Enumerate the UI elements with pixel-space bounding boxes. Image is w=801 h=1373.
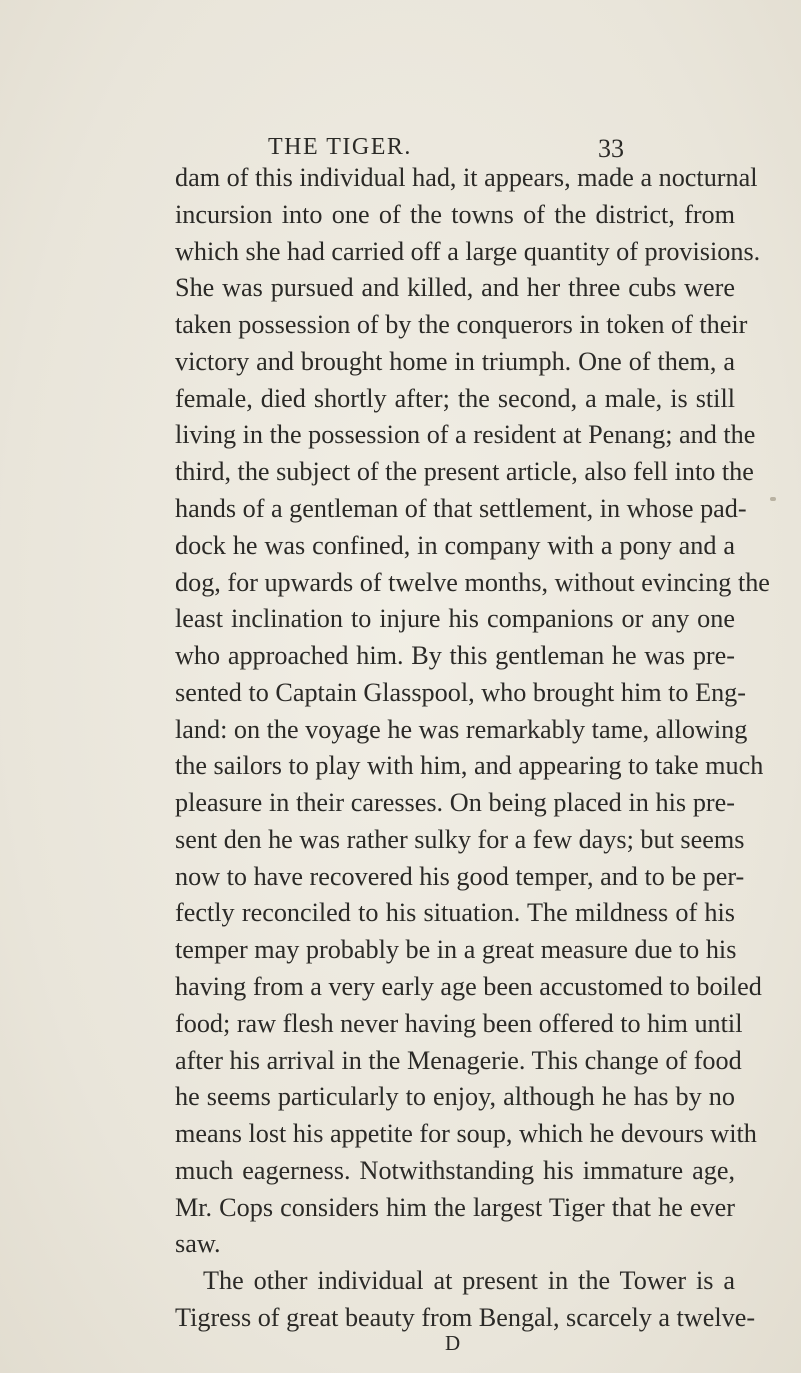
text-line: She was pursued and killed, and her three cubs were — [175, 273, 735, 302]
text-line: sented to Captain Glasspool, who brought him to Eng- — [175, 678, 746, 707]
text-line: dock he was confined, in company with a pony and a — [175, 531, 735, 560]
text-line: living in the possession of a resident at Penang; and the — [175, 420, 756, 449]
text-line: fectly reconciled to his situation. The mildness of his — [175, 898, 735, 927]
text-line: which she had carried off a large quantity of provisions. — [175, 237, 761, 266]
text-line: temper may probably be in a great measure due to his — [175, 935, 737, 964]
text-line: saw. — [175, 1229, 221, 1258]
text-line: after his arrival in the Menagerie. This change of food — [175, 1046, 742, 1075]
text-line: taken possession of by the conquerors in token of their — [175, 310, 748, 339]
page-number: 33 — [598, 134, 624, 163]
text-line: pleasure in their caresses. On being placed in his pre- — [175, 788, 735, 817]
text-line: dam of this individual had, it appears, made a nocturnal — [175, 163, 758, 192]
text-line: the sailors to play with him, and appearing to take much — [175, 751, 764, 780]
text-line: having from a very early age been accustomed to boiled — [175, 972, 762, 1001]
text-line: now to have recovered his good temper, and to be per- — [175, 862, 745, 891]
text-line: incursion into one of the towns of the district, from — [175, 200, 735, 229]
text-line: The other individual at present in the Tower is a — [203, 1266, 735, 1295]
text-line: third, the subject of the present article, also fell into the — [175, 457, 754, 486]
text-line: food; raw flesh never having been offered to him until — [175, 1009, 743, 1038]
text-line: dog, for upwards of twelve months, without evincing the — [175, 568, 770, 597]
text-line: he seems particularly to enjoy, although he has by no — [175, 1082, 735, 1111]
text-line: Mr. Cops considers him the largest Tiger that he ever — [175, 1193, 735, 1222]
text-line: Tigress of great beauty from Bengal, scarcely a twelve- — [175, 1303, 756, 1332]
margin-mark — [770, 497, 776, 501]
text-line: hands of a gentleman of that settlement, in whose pad- — [175, 494, 747, 523]
text-line: who approached him. By this gentleman he was pre- — [175, 641, 735, 670]
running-title: THE TIGER. — [268, 134, 412, 160]
text-line: female, died shortly after; the second, a male, is still — [175, 384, 735, 413]
text-line: victory and brought home in triumph. One of them, a — [175, 347, 735, 376]
text-line: least inclination to injure his companions or any one — [175, 604, 735, 633]
signature-mark: D — [445, 1331, 461, 1355]
text-line: sent den he was rather sulky for a few days; but seems — [175, 825, 745, 854]
text-line: much eagerness. Notwithstanding his immature age, — [175, 1156, 735, 1185]
text-line: means lost his appetite for soup, which he devours with — [175, 1119, 757, 1148]
text-line: land: on the voyage he was remarkably tame, allowing — [175, 715, 748, 744]
